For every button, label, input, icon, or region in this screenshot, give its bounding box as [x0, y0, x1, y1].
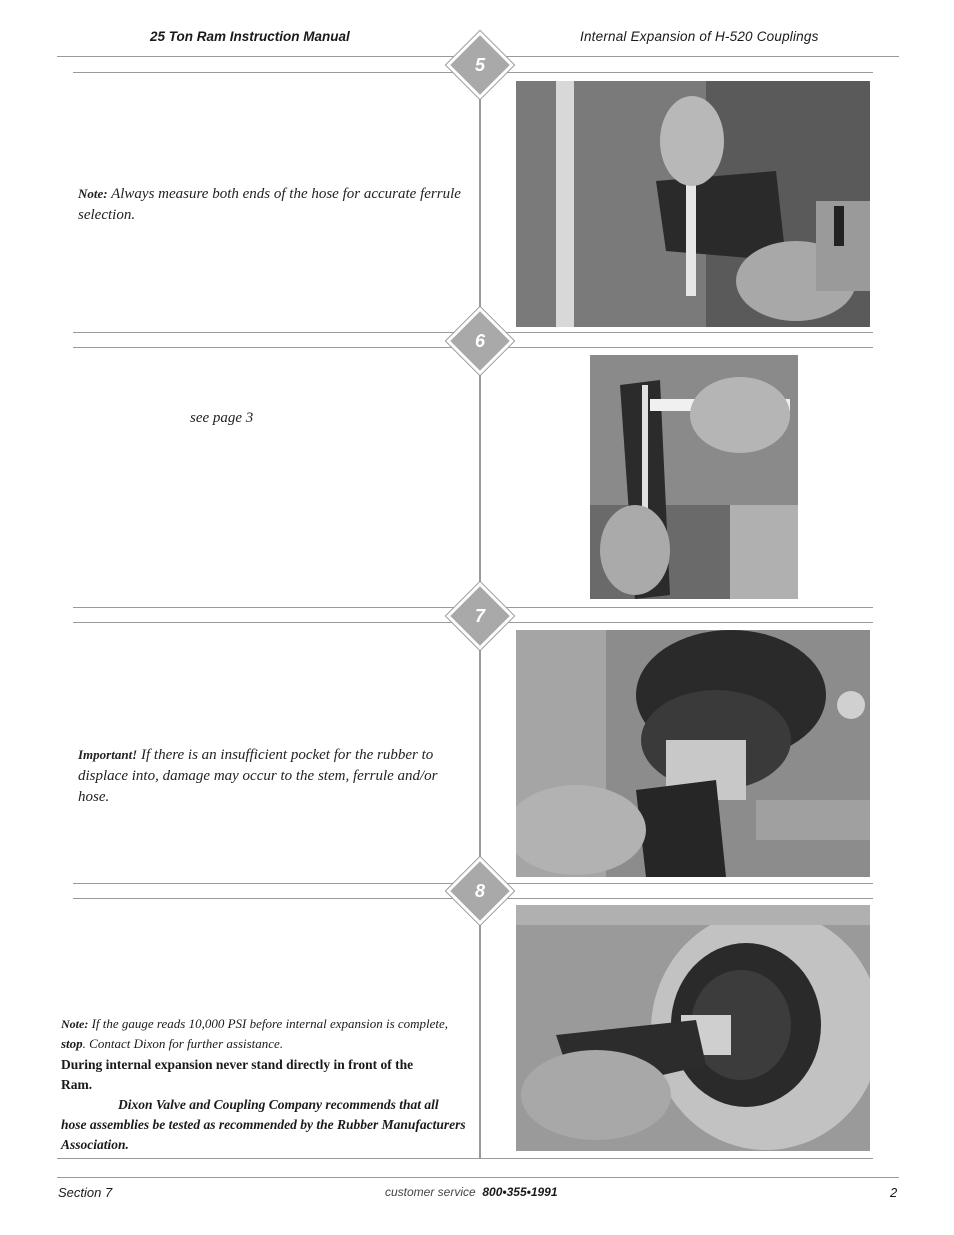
section-title: Internal Expansion of H-520 Couplings — [580, 29, 819, 44]
step-7-note-text: If there is an insufficient pocket for the rubber to displace into, damage may occur to the stem, ferrule and/or hose. — [78, 747, 438, 805]
step-8-recommendation-b: hose assemblies be tested as recommended by the Rubber Manufacturers Association. — [61, 1117, 466, 1152]
step-7-number: 7 — [474, 606, 485, 626]
manual-title: 25 Ton Ram Instruction Manual — [150, 29, 350, 44]
step-8-recommendation-a: Dixon Valve and Coupling Company recommends that all — [118, 1097, 439, 1112]
footer-rule — [57, 1177, 899, 1178]
bottom-rule — [57, 1158, 873, 1159]
step-6-reference: see page 3 — [190, 410, 254, 426]
step-8-photo-expansion — [516, 905, 870, 1151]
step-8-safety-warning: During internal expansion never stand directly in front of the Ram. — [61, 1057, 414, 1092]
page-number: 2 — [890, 1185, 898, 1200]
step-7-note-label: Important! — [78, 747, 138, 762]
step-8-note-text-b: . Contact Dixon for further assistance. — [82, 1036, 284, 1051]
step-8-note-text-a: If the gauge reads 10,000 PSI before internal expansion is complete, — [91, 1016, 449, 1031]
step-8-stop-word: stop — [61, 1036, 83, 1051]
step-5-note — [78, 183, 468, 226]
footer-service-label: customer service — [385, 1185, 476, 1199]
step-7-note — [78, 744, 470, 808]
step-5-note-text: Always measure both ends of the hose for accurate ferrule selection. — [78, 186, 461, 223]
step-8-number: 8 — [474, 881, 485, 901]
step-5-number: 5 — [474, 55, 485, 75]
footer-phone: 800•355•1991 — [482, 1185, 558, 1199]
step-5-photo-measuring-hose — [516, 81, 870, 327]
footer-section: Section 7 — [58, 1185, 113, 1200]
step-8-note-label: Note: — [61, 1017, 89, 1031]
step-6-photo-marking-hose — [590, 355, 798, 599]
step-5-note-label: Note: — [78, 186, 108, 201]
step-8-note — [61, 1014, 471, 1054]
step-7-photo-ram-fitting — [516, 630, 870, 877]
step-6-number: 6 — [474, 331, 485, 351]
footer-service — [385, 1185, 558, 1199]
